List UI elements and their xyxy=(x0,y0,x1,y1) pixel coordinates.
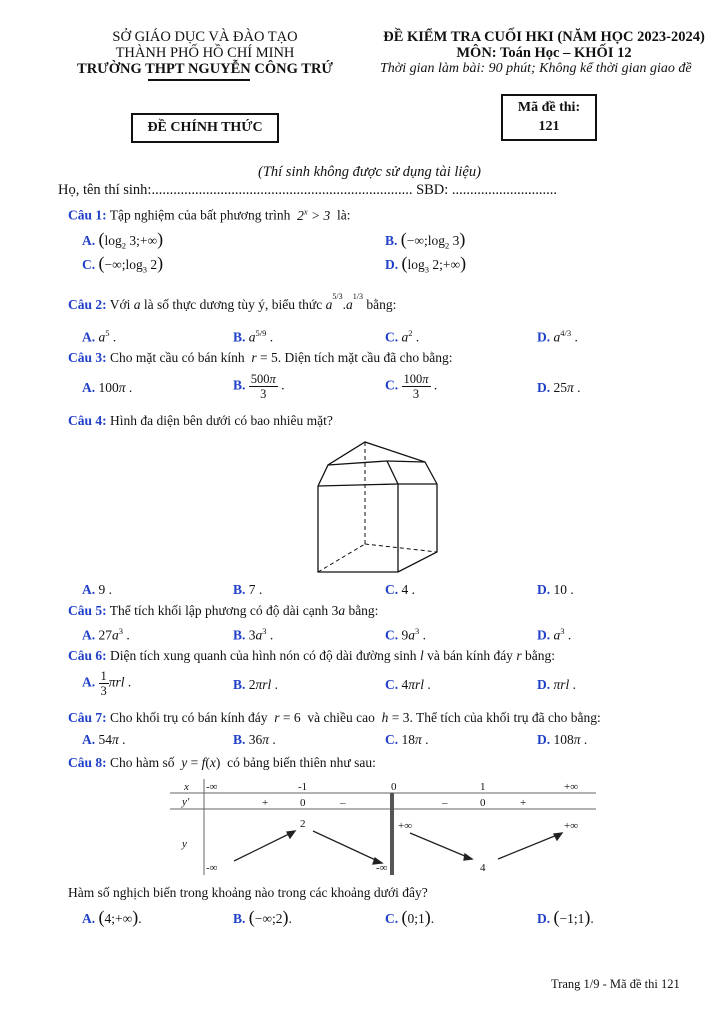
undefined-bar xyxy=(390,793,394,875)
question-6: Câu 6: Diện tích xung quanh của hình nón có độ dài đường sinh l và bán kính đáy r bằng: xyxy=(68,648,555,663)
q1-option-c[interactable]: C. ($-\infty;\log_3$ 2) xyxy=(82,253,164,275)
header-school: TRƯỜNG THPT NGUYỄN CÔNG TRỨ xyxy=(77,61,333,77)
tbl-x-4: +∞ xyxy=(564,781,579,793)
tbl-x-0: -∞ xyxy=(206,781,218,793)
q5-option-c[interactable]: C. $9a^3$ . xyxy=(385,626,426,643)
exam-code-value: 121 xyxy=(538,119,560,134)
variation-table xyxy=(170,779,600,879)
q5-option-a[interactable]: A. $27a^3$ . xyxy=(82,626,130,643)
tbl-y-max: 2 xyxy=(300,818,306,830)
q1-option-d[interactable]: D. ($\log_3$ 2;+∞) xyxy=(385,253,467,275)
header-underline xyxy=(148,79,250,81)
q8-option-d[interactable]: D. (−1;1). xyxy=(537,907,594,927)
tbl-sign-0: + xyxy=(262,797,269,809)
tbl-row-x: x xyxy=(184,781,189,793)
tbl-sign-2: – xyxy=(340,797,346,809)
q8-option-c[interactable]: C. (0;1). xyxy=(385,907,435,927)
q4-option-a[interactable]: A. 9 . xyxy=(82,582,112,597)
q7-option-d[interactable]: D. 108π . xyxy=(537,732,588,747)
tbl-sign-1: 0 xyxy=(300,797,306,809)
q3-option-c[interactable]: C. $\frac{100\pi}{3}$ . xyxy=(385,372,438,401)
q7-option-a[interactable]: A. 54π . xyxy=(82,732,126,747)
question-1: Câu 1: Tập nghiệm của bất phương trình $2^x > 3$ là: xyxy=(68,206,351,223)
q6-option-a[interactable]: A. $\frac{1}{3}$ πrl . xyxy=(82,669,132,698)
tbl-sign-5: + xyxy=(520,797,527,809)
tbl-y-right-high: +∞ xyxy=(564,820,579,832)
polyhedron-figure xyxy=(300,434,445,584)
tbl-y-zero-right: +∞ xyxy=(398,820,413,832)
header-city: THÀNH PHỐ HỒ CHÍ MINH xyxy=(115,45,295,61)
question-5: Câu 5: Thể tích khối lập phương có độ dài cạnh 3a bằng: xyxy=(68,603,379,618)
no-materials-note: (Thí sinh không được sử dụng tài liệu) xyxy=(258,164,481,180)
question-3: Câu 3: Cho mặt cầu có bán kính r = 5. Diện tích mặt cầu đã cho bằng: xyxy=(68,350,453,365)
tbl-y-min: 4 xyxy=(480,862,486,874)
tbl-sign-4: 0 xyxy=(480,797,486,809)
tbl-x-3: 1 xyxy=(480,781,486,793)
student-info-line: Họ, tên thí sinh:........................................................................ SBD: ............................. xyxy=(58,182,558,198)
tbl-row-yprime: y' xyxy=(182,796,190,808)
tbl-x-2: 0 xyxy=(391,781,397,793)
header-department: SỞ GIÁO DỤC VÀ ĐÀO TẠO xyxy=(112,29,298,45)
tbl-y-left-low: -∞ xyxy=(206,862,218,874)
q6-option-d[interactable]: D. πrl . xyxy=(537,677,577,692)
q1-option-b[interactable]: B. ($-\infty;\log_2$ 3) xyxy=(385,229,466,251)
q2-option-b[interactable]: B. $a^{5/9}$ . xyxy=(233,328,274,345)
tbl-row-y: y xyxy=(182,838,187,850)
tbl-x-1: -1 xyxy=(298,781,308,793)
tbl-y-zero-left: -∞ xyxy=(376,862,388,874)
exam-time: Thời gian làm bài: 90 phút; Không kể thời gian giao đề xyxy=(380,61,692,76)
question-2: Câu 2: Với a là số thực dương tùy ý, biểu thức $a^{5/3}.a^{1/3}$ bằng: xyxy=(68,292,397,312)
q4-option-b[interactable]: B. 7 . xyxy=(233,582,263,597)
q2-option-a[interactable]: A. $a^5$ . xyxy=(82,328,117,345)
question-7: Câu 7: Cho khối trụ có bán kính đáy r = 6 và chiều cao h = 3. Thể tích của khối trụ đã cho bằng: xyxy=(68,710,601,725)
q3-option-b[interactable]: B. $\frac{500\pi}{3}$ . xyxy=(233,372,285,401)
q8-option-b[interactable]: B. (−∞;2). xyxy=(233,907,292,927)
q4-option-c[interactable]: C. 4 . xyxy=(385,582,415,597)
exam-code-label: Mã đề thi: xyxy=(517,100,581,115)
q4-option-d[interactable]: D. 10 . xyxy=(537,582,574,597)
q6-option-c[interactable]: C. 4πrl . xyxy=(385,677,431,692)
official-badge: ĐỀ CHÍNH THỨC xyxy=(131,113,279,143)
q3-option-d[interactable]: D. 25π . xyxy=(537,380,581,395)
q8-question-text: Hàm số nghịch biến trong khoảng nào trong các khoảng dưới đây? xyxy=(68,885,428,900)
page-footer: Trang 1/9 - Mã đề thi 121 xyxy=(551,977,680,991)
q3-option-a[interactable]: A. 100π . xyxy=(82,380,133,395)
q5-option-b[interactable]: B. $3a^3$ . xyxy=(233,626,274,643)
exam-subject: MÔN: Toán Học – KHỐI 12 xyxy=(456,45,632,61)
q6-option-b[interactable]: B. 2πrl . xyxy=(233,677,279,692)
q7-option-c[interactable]: C. 18π . xyxy=(385,732,429,747)
q7-option-b[interactable]: B. 36π . xyxy=(233,732,276,747)
q5-option-d[interactable]: D. $a^3$ . xyxy=(537,626,572,643)
question-8: Câu 8: Cho hàm số y = f(x) có bảng biến thiên như sau: xyxy=(68,755,376,770)
q2-option-d[interactable]: D. $a^{4/3}$ . xyxy=(537,328,578,345)
q1-option-a[interactable]: A. ($\log_2$ 3;+∞) xyxy=(82,229,164,251)
exam-code-box xyxy=(501,94,597,141)
q8-option-a[interactable]: A. (4;+∞). xyxy=(82,907,142,927)
tbl-sign-3: – xyxy=(442,797,448,809)
exam-title: ĐỀ KIỂM TRA CUỐI HKI (NĂM HỌC 2023-2024) xyxy=(383,29,705,45)
q2-option-c[interactable]: C. $a^2$ . xyxy=(385,328,420,345)
question-4: Câu 4: Hình đa diện bên dưới có bao nhiêu mặt? xyxy=(68,413,333,428)
